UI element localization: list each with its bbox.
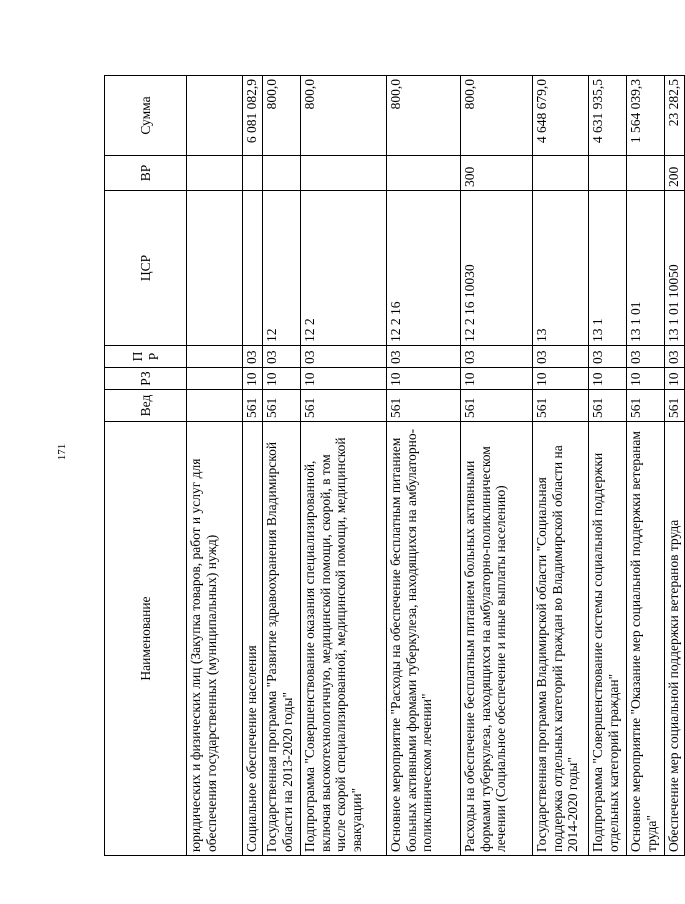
- row-vr: [387, 156, 461, 191]
- table-row: [665, 76, 685, 856]
- row-sum: 23 282,5: [665, 76, 685, 156]
- row-ved: 561: [533, 390, 589, 422]
- page-number: 171: [56, 443, 68, 461]
- row-vr: [533, 156, 589, 191]
- row-name: Расходы на обеспечение бесплатным питанием больных активными формами туберкулеза, находящихся на амбулаторно-поликлиническом лечении (Социальное обеспечение и иные выплаты населению): [461, 422, 533, 856]
- row-rz: 10: [461, 368, 533, 390]
- row-csr: 13: [533, 191, 589, 346]
- row-pr: 03: [263, 346, 301, 368]
- table-row: [243, 76, 263, 856]
- row-sum: 4 648 679,0: [533, 76, 589, 156]
- row-pr: 03: [665, 346, 685, 368]
- row-name: Основное мероприятие "Расходы на обеспечение бесплатным питанием больных активными формами туберкулеза, находящихся на амбулаторно-поликлиническом лечении": [387, 422, 461, 856]
- row-rz: 10: [301, 368, 387, 390]
- row-sum: 800,0: [461, 76, 533, 156]
- row-ved: 561: [387, 390, 461, 422]
- row-ved: 561: [627, 390, 665, 422]
- row-ved: [187, 390, 243, 422]
- row-rz: 10: [243, 368, 263, 390]
- row-rz: 10: [387, 368, 461, 390]
- row-name: Подпрограмма "Совершенствование оказания специализированной, включая высокотехнологичную, медицинской помощи, скорой, в том числе скорой специализированной, медицинской помощи, медицинской эвакуации": [301, 422, 387, 856]
- row-vr: [187, 156, 243, 191]
- row-rz: 10: [665, 368, 685, 390]
- row-rz: 10: [589, 368, 627, 390]
- table-row: [533, 76, 589, 856]
- table-row: [301, 76, 387, 856]
- row-ved: 561: [263, 390, 301, 422]
- row-name: Обеспечение мер социальной поддержки ветеранов труда: [665, 422, 685, 856]
- table-row: [627, 76, 665, 856]
- header-name: Наименование: [105, 422, 187, 856]
- table-row: [263, 76, 301, 856]
- row-vr: [263, 156, 301, 191]
- row-csr: [187, 191, 243, 346]
- row-vr: [301, 156, 387, 191]
- header-csr: ЦСР: [105, 191, 187, 346]
- row-name: Основное мероприятие "Оказание мер социальной поддержки ветеранам труда": [627, 422, 665, 856]
- row-name: юридических и физических лиц (Закупка товаров, работ и услуг для обеспечения государственных (муниципальных) нужд): [187, 422, 243, 856]
- row-name: Подпрограмма "Совершенствование системы социальной поддержки отдельных категорий граждан": [589, 422, 627, 856]
- row-vr: [627, 156, 665, 191]
- row-sum: [187, 76, 243, 156]
- row-vr: 200: [665, 156, 685, 191]
- row-sum: 800,0: [301, 76, 387, 156]
- row-sum: 4 631 935,5: [589, 76, 627, 156]
- row-vr: [589, 156, 627, 191]
- row-pr: 03: [301, 346, 387, 368]
- table-row: [589, 76, 627, 856]
- row-ved: 561: [461, 390, 533, 422]
- row-pr: [187, 346, 243, 368]
- row-sum: 1 564 039,3: [627, 76, 665, 156]
- row-sum: 6 081 082,9: [243, 76, 263, 156]
- row-ved: 561: [301, 390, 387, 422]
- header-row: [105, 76, 187, 856]
- row-csr: [243, 191, 263, 346]
- row-csr: 12 2 16: [387, 191, 461, 346]
- row-pr: 03: [627, 346, 665, 368]
- table-row: [187, 76, 243, 856]
- row-pr: 03: [589, 346, 627, 368]
- row-pr: 03: [533, 346, 589, 368]
- row-sum: 800,0: [263, 76, 301, 156]
- header-pr: ПР: [105, 346, 187, 368]
- row-csr: 13 1 01 10050: [665, 191, 685, 346]
- row-pr: 03: [387, 346, 461, 368]
- table-row: [461, 76, 533, 856]
- row-pr: 03: [243, 346, 263, 368]
- table-row: [387, 76, 461, 856]
- row-ved: 561: [589, 390, 627, 422]
- row-rz: 10: [533, 368, 589, 390]
- row-rz: [187, 368, 243, 390]
- header-vr: ВР: [105, 156, 187, 191]
- row-csr: 12: [263, 191, 301, 346]
- row-vr: [243, 156, 263, 191]
- header-sum: Сумма: [105, 76, 187, 156]
- row-sum: 800,0: [387, 76, 461, 156]
- row-rz: 10: [263, 368, 301, 390]
- row-name: Государственная программа "Развитие здравоохранения Владимирской области на 2013-2020 годы": [263, 422, 301, 856]
- row-csr: 13 1 01: [627, 191, 665, 346]
- row-rz: 10: [627, 368, 665, 390]
- row-name: Государственная программа Владимирской области "Социальная поддержка отдельных категорий граждан во Владимирской области на 2014-2020 годы": [533, 422, 589, 856]
- row-csr: 12 2: [301, 191, 387, 346]
- header-rz: РЗ: [105, 368, 187, 390]
- row-vr: 300: [461, 156, 533, 191]
- row-pr: 03: [461, 346, 533, 368]
- row-ved: 561: [665, 390, 685, 422]
- header-ved: Вед: [105, 390, 187, 422]
- row-name: Социальное обеспечение населения: [243, 422, 263, 856]
- row-ved: 561: [243, 390, 263, 422]
- rotated-table-wrapper: [104, 76, 681, 856]
- budget-table: [104, 75, 685, 856]
- row-csr: 12 2 16 10030: [461, 191, 533, 346]
- row-csr: 13 1: [589, 191, 627, 346]
